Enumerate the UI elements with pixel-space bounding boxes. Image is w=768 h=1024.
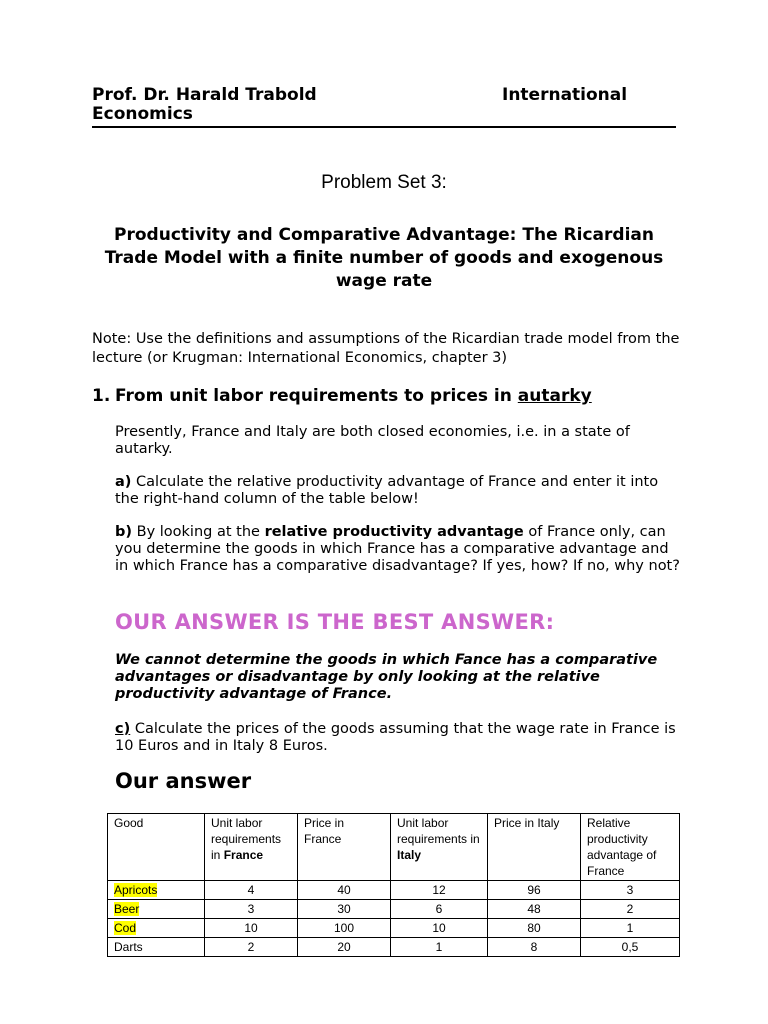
question-c-label: c) [115,721,131,737]
answer-text: We cannot determine the goods in which Fance has a comparative advantages or disadvantage by only looking at the relative productivity advantage of France. [115,652,658,702]
note-paragraph: Note: Use the definitions and assumptions of the Ricardian trade model from the lecture (or Krugman: International Economics, chapter 3) [92,331,680,366]
section-title: From unit labor requirements to prices in [115,386,518,406]
section-heading [92,386,592,406]
cell-price-france: 20 [298,938,391,957]
cell-price-italy: 48 [488,900,581,919]
table-row [108,938,680,957]
cell-ulr-italy: 1 [391,938,488,957]
good-name: Darts [114,940,143,954]
cell-good [108,881,205,900]
cell-relative-advantage: 2 [581,900,680,919]
author-name: Prof. Dr. Harald Trabold [92,85,317,105]
cell-ulr-italy: 12 [391,881,488,900]
question-a-text: Calculate the relative productivity advantage of France and enter it into the right-hand column of the table below! [115,474,659,507]
cell-price-italy: 96 [488,881,581,900]
question-b [115,524,685,575]
cell-price-italy: 80 [488,919,581,938]
cell-price-france: 30 [298,900,391,919]
cell-price-france: 40 [298,881,391,900]
header-ulr-france: Unit labor requirements in France [205,814,298,881]
cell-price-france: 100 [298,919,391,938]
cell-ulr-france: 3 [205,900,298,919]
header-ulr-italy: Unit labor requirements in Italy [391,814,488,881]
cell-good [108,938,205,957]
cell-relative-advantage: 1 [581,919,680,938]
cell-ulr-italy: 6 [391,900,488,919]
table-row [108,900,680,919]
cell-ulr-france: 2 [205,938,298,957]
table-header-row [108,814,680,881]
section-keyword: autarky [517,386,592,406]
header-price-italy: Price in Italy [488,814,581,881]
good-name: Apricots [114,883,158,897]
section-number: 1. [92,386,111,406]
question-b-bold: relative productivity advantage [264,524,524,540]
cell-ulr-france: 4 [205,881,298,900]
course-name-line1: International [502,85,628,105]
cell-ulr-italy: 10 [391,919,488,938]
question-c-text: Calculate the prices of the goods assuming that the wage rate in France is 10 Euros and in Italy 8 Euros. [115,721,676,754]
main-title: Productivity and Comparative Advantage: The Ricardian Trade Model with a finite number of goods and exogenous wage rate [104,225,664,291]
good-name: Cod [114,921,137,935]
header-good: Good [108,814,205,881]
cell-good [108,919,205,938]
intro-paragraph: Presently, France and Italy are both closed economies, i.e. in a state of autarky. [115,424,630,457]
cell-ulr-france: 10 [205,919,298,938]
good-name: Beer [114,902,140,916]
cell-relative-advantage: 3 [581,881,680,900]
prices-table [107,813,680,957]
header-divider [92,126,676,128]
cell-price-italy: 8 [488,938,581,957]
cell-good [108,900,205,919]
question-b-text-2: of France only, can you determine the goods in which France has a comparative advantage and in which France has a comparative disadvantage? If yes, how? If no, why not? [115,524,680,574]
question-b-label: b) [115,524,133,540]
course-name-line2: Economics [92,104,193,124]
problem-set-title: Problem Set 3: [321,172,447,193]
question-a-label: a) [115,474,132,490]
table-row [108,919,680,938]
table-row [108,881,680,900]
question-c [115,721,685,755]
question-a [115,474,685,508]
header-price-france: Price in France [298,814,391,881]
cell-relative-advantage: 0,5 [581,938,680,957]
header-relative-advantage: Relative productivity advantage of France [581,814,680,881]
document-header [92,86,676,124]
question-b-text-1: By looking at the [132,524,265,540]
our-answer-heading: Our answer [115,769,252,793]
answer-heading: OUR ANSWER IS THE BEST ANSWER: [115,610,555,634]
